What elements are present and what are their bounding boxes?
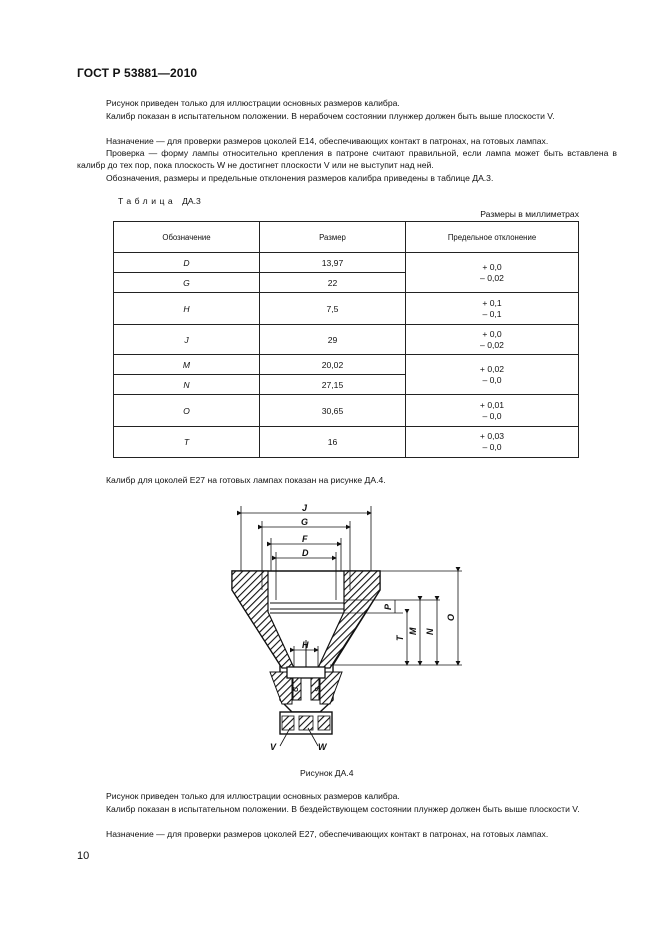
tolerance-upper: + 0,01	[479, 399, 505, 410]
tolerance-upper: + 0,02	[479, 363, 505, 374]
table-cell-tolerance	[406, 355, 579, 395]
table-cell-tolerance	[406, 395, 579, 427]
table-header-row	[114, 222, 579, 253]
label-h: H	[302, 640, 309, 650]
table-cell-symbol: M	[114, 355, 260, 375]
tolerance-lower: – 0,02	[480, 272, 504, 283]
outro-paragraph-3: Назначение — для проверки размеров цоколей E27, обеспечивающих контакт в патронах, на готовых лампах.	[106, 829, 549, 839]
page-header-title: ГОСТ Р 53881—2010	[77, 66, 198, 80]
table-cell-size: 13,97	[260, 253, 406, 273]
gauge-base	[280, 712, 332, 734]
table-cell-size: 30,65	[260, 395, 406, 427]
dimensions-table	[113, 221, 579, 458]
figure-caption: Рисунок ДА.4	[300, 768, 354, 778]
tolerance-lower: – 0,1	[482, 308, 502, 319]
table-cell-size: 27,15	[260, 375, 406, 395]
table-row	[114, 253, 579, 273]
table-header-cell: Обозначение	[114, 222, 260, 253]
label-t: T	[395, 635, 405, 641]
label-n: N	[425, 628, 435, 635]
table-row	[114, 427, 579, 458]
table-cell-symbol: T	[114, 427, 260, 458]
label-v: V	[270, 742, 277, 752]
tolerance-upper: + 0,1	[482, 297, 502, 308]
intro-paragraph-4: Проверка — форму лампы относительно крепления в патроне считают правильной, если лампа может быть вставлена в калибр до тех пор, пока плоскость W не достигнет плоскости V или не выступит над ней.	[77, 148, 617, 171]
table-row	[114, 395, 579, 427]
label-j: J	[302, 503, 308, 513]
tolerance-lower: – 0,0	[482, 442, 502, 452]
table-cell-symbol: O	[114, 395, 260, 427]
table-cell-tolerance	[406, 293, 579, 325]
tolerance-lower: – 0,0	[482, 410, 502, 421]
table-cell-symbol: G	[114, 273, 260, 293]
table-cell-size: 29	[260, 325, 406, 355]
tolerance-upper: + 0,03	[479, 431, 505, 441]
table-cell-size: 7,5	[260, 293, 406, 325]
figure-reference-paragraph: Калибр для цоколей E27 на готовых лампах показан на рисунке ДА.4.	[106, 475, 386, 485]
table-header-cell: Размер	[260, 222, 406, 253]
outro-paragraph-1: Рисунок приведен только для иллюстрации основных размеров калибра.	[106, 791, 400, 801]
table-cell-symbol: J	[114, 325, 260, 355]
table-cell-size: 22	[260, 273, 406, 293]
tolerance-lower: – 0,02	[480, 339, 504, 350]
intro-paragraph-2: Калибр показан в испытательном положении. В нерабочем состоянии плунжер должен быть выше плоскости V.	[106, 111, 555, 121]
table-row	[114, 355, 579, 375]
table-cell-size: 20,02	[260, 355, 406, 375]
label-g: G	[301, 517, 309, 527]
table-cell-tolerance	[406, 325, 579, 355]
label-m: M	[408, 627, 418, 635]
tolerance-upper: + 0,0	[482, 261, 502, 272]
label-w: W	[318, 742, 327, 752]
table-cell-size: 16	[260, 427, 406, 458]
table-cell-tolerance	[406, 427, 579, 458]
tolerance-upper: + 0,0	[482, 328, 502, 339]
label-f: F	[302, 534, 308, 544]
table-cell-symbol: D	[114, 253, 260, 273]
label-o: O	[446, 613, 456, 621]
label-p: P	[383, 603, 393, 610]
gauge-drawing-figure	[150, 497, 480, 759]
table-cell-tolerance	[406, 253, 579, 293]
table-caption-prefix: Таблица	[118, 196, 177, 206]
table-caption	[118, 196, 201, 206]
tolerance-lower: – 0,0	[482, 374, 502, 385]
intro-paragraph-3: Назначение — для проверки размеров цоколей E14, обеспечивающих контакт в патронах, на готовых лампах.	[106, 136, 549, 146]
table-cell-symbol: N	[114, 375, 260, 395]
page-number: 10	[77, 850, 90, 862]
label-s: S	[315, 687, 322, 692]
table-caption-number: ДА.3	[182, 196, 201, 206]
table-cell-symbol: H	[114, 293, 260, 325]
intro-paragraph-1: Рисунок приведен только для иллюстрации основных размеров калибра.	[106, 98, 400, 108]
table-header-cell: Предельное отклонение	[406, 222, 579, 253]
outro-paragraph-2: Калибр показан в испытательном положении. В бездействующем состоянии плунжер должен быть выше плоскости V.	[106, 804, 580, 814]
label-d: D	[302, 548, 309, 558]
table-units-note: Размеры в миллиметрах	[480, 209, 579, 219]
table-row	[114, 325, 579, 355]
table-row	[114, 293, 579, 325]
label-c: C	[293, 686, 300, 692]
intro-paragraph-5: Обозначения, размеры и предельные отклонения размеров калибра приведены в таблице ДА.3.	[106, 173, 494, 183]
